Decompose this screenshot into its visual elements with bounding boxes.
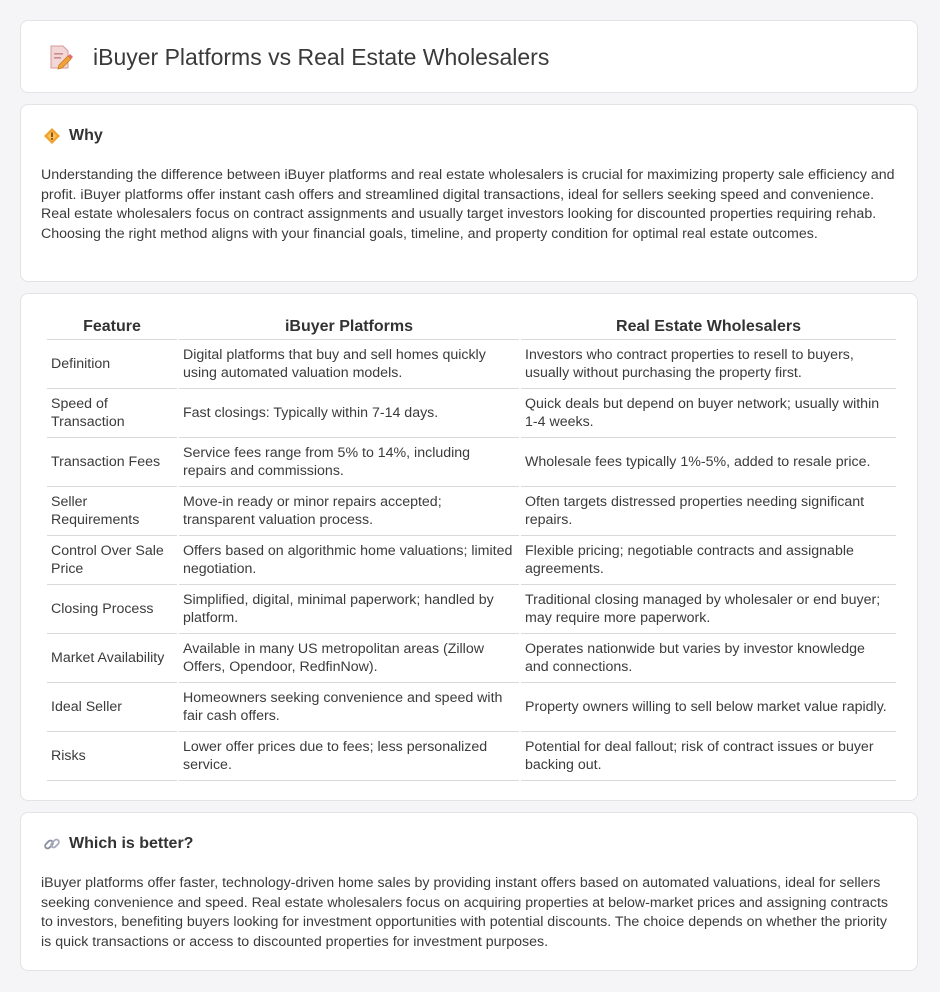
feature-cell: Speed of Transaction [47,389,177,438]
wholesaler-cell: Property owners willing to sell below market value rapidly. [521,683,896,732]
table-row [47,536,896,585]
why-text: Understanding the difference between iBuyer platforms and real estate wholesalers is crucial for maximizing property sale efficiency and profit. iBuyer platforms offer instant cash offers and streamlined digital transactions, ideal for sellers seeking speed and convenience. Real estate wholesalers focus on contract assignments and usually target investors looking for discounted properties requiring rehab. Choosing the right method aligns with your financial goals, timeline, and property condition for optimal real estate outcomes. [41,167,895,242]
ibuyer-cell: Digital platforms that buy and sell homes quickly using automated valuation models. [179,340,519,389]
table-row [47,487,896,536]
warning-diamond-icon [43,127,61,145]
feature-cell: Transaction Fees [47,438,177,487]
wholesaler-cell: Flexible pricing; negotiable contracts and assignable agreements. [521,536,896,585]
ibuyer-cell: Simplified, digital, minimal paperwork; handled by platform. [179,585,519,634]
table-row [47,585,896,634]
table-row [47,389,896,438]
table-row [47,634,896,683]
title-row [47,43,549,71]
wholesaler-cell: Operates nationwide but varies by investor knowledge and connections. [521,634,896,683]
feature-cell: Closing Process [47,585,177,634]
why-heading-row [43,127,103,145]
better-heading-row [43,835,193,853]
link-icon [43,835,61,853]
table-row [47,732,896,781]
header-feature: Feature [47,316,177,340]
title-card [20,20,918,93]
ibuyer-cell: Offers based on algorithmic home valuations; limited negotiation. [179,536,519,585]
table-row [47,438,896,487]
header-ibuyer: iBuyer Platforms [179,316,519,340]
why-section [20,104,918,282]
table-header-row [47,316,896,340]
feature-cell: Definition [47,340,177,389]
wholesaler-cell: Quick deals but depend on buyer network; usually within 1-4 weeks. [521,389,896,438]
document-pencil-icon [47,43,73,71]
table-row [47,340,896,389]
feature-cell: Control Over Sale Price [47,536,177,585]
feature-cell: Market Availability [47,634,177,683]
comparison-section [20,293,918,801]
ibuyer-cell: Service fees range from 5% to 14%, including repairs and commissions. [179,438,519,487]
better-heading: Which is better? [69,835,194,852]
wholesaler-cell: Potential for deal fallout; risk of contract issues or buyer backing out. [521,732,896,781]
ibuyer-cell: Lower offer prices due to fees; less personalized service. [179,732,519,781]
feature-cell: Ideal Seller [47,683,177,732]
ibuyer-cell: Available in many US metropolitan areas (Zillow Offers, Opendoor, RedfinNow). [179,634,519,683]
better-text: iBuyer platforms offer faster, technology-driven home sales by providing instant offers based on automated valuations, ideal for sellers seeking convenience and speed. Real estate wholesalers focus on acquiring properties at below-market prices and assigning contracts to investors, benefiting buyers looking for investment opportunities with potential discounts. The choice depends on whether the priority is quick transactions or access to discounted properties for investment purposes. [41,875,889,950]
ibuyer-cell: Move-in ready or minor repairs accepted; transparent valuation process. [179,487,519,536]
ibuyer-cell: Homeowners seeking convenience and speed with fair cash offers. [179,683,519,732]
wholesaler-cell: Traditional closing managed by wholesaler or end buyer; may require more paperwork. [521,585,896,634]
which-better-section [20,812,918,971]
wholesaler-cell: Often targets distressed properties needing significant repairs. [521,487,896,536]
wholesaler-cell: Wholesale fees typically 1%-5%, added to resale price. [521,438,896,487]
feature-cell: Seller Requirements [47,487,177,536]
table-row [47,683,896,732]
why-heading: Why [69,127,103,144]
feature-cell: Risks [47,732,177,781]
comparison-table [45,316,898,781]
page-title: iBuyer Platforms vs Real Estate Wholesalers [93,43,550,70]
header-wholesalers: Real Estate Wholesalers [521,316,896,340]
ibuyer-cell: Fast closings: Typically within 7-14 days. [179,389,519,438]
wholesaler-cell: Investors who contract properties to resell to buyers, usually without purchasing the property first. [521,340,896,389]
